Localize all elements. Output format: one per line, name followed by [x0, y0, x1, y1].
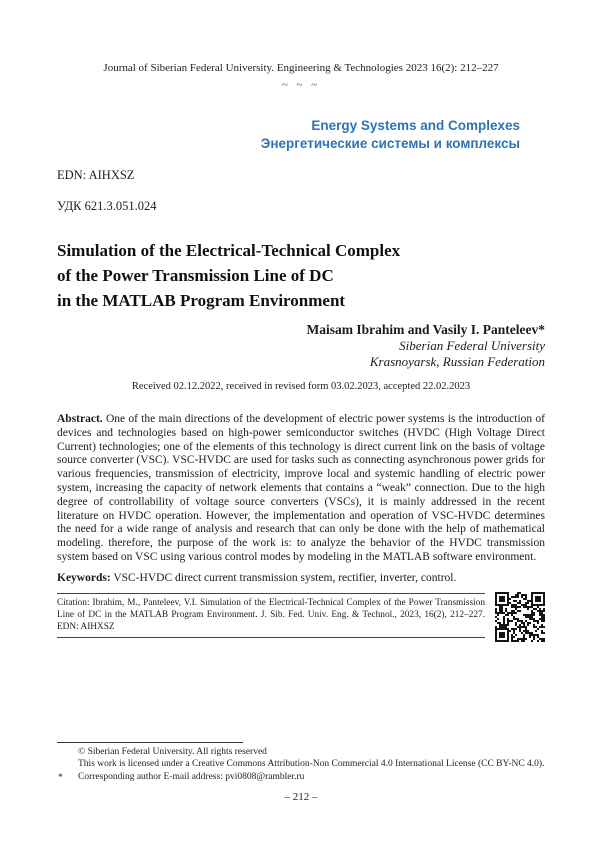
copyright-line: © Siberian Federal University. All rights reserved [78, 747, 267, 758]
authors-block [57, 321, 545, 370]
article-title-line-1: Simulation of the Electrical-Technical Complex [57, 241, 401, 260]
abstract-paragraph [57, 413, 545, 565]
section-titles [57, 117, 545, 152]
page-number: – 212 – [284, 791, 318, 803]
tilde-separator: ~ ~ ~ [281, 79, 321, 91]
qr-code [495, 592, 545, 642]
received-dates: Received 02.12.2022, received in revised form 03.02.2023, accepted 22.02.2023 [131, 381, 471, 392]
article-title-line-3: in the MATLAB Program Environment [57, 291, 346, 310]
blank-area [57, 642, 545, 742]
article-title [57, 238, 545, 313]
udk-code: УДК 621.3.051.024 [57, 199, 157, 213]
corresponding-author-line [57, 771, 545, 783]
authors-affiliation: Siberian Federal University [399, 338, 545, 353]
section-title-ru: Энергетические системы и комплексы [260, 135, 520, 151]
keywords-label: Keywords: [57, 571, 111, 584]
edn-code: EDN: AIHXSZ [57, 168, 135, 182]
corresponding-author-text: Corresponding author E-mail address: pvi0808@rambler.ru [78, 771, 305, 782]
license-line: This work is licensed under a Creative Commons Attribution-Non Commercial 4.0 International License (CC BY-NC 4.0). [78, 759, 545, 770]
keywords-text: VSC-HVDC direct current transmission system, rectifier, inverter, control. [113, 571, 457, 584]
footnote-rule [57, 742, 243, 743]
abstract-label: Abstract. [57, 413, 103, 425]
keywords-paragraph [57, 571, 545, 585]
authors-names: Maisam Ibrahim and Vasily I. Panteleev* [306, 322, 545, 337]
abstract-text: One of the main directions of the development of electric power systems is the introduction of devices and technologies based on high-power semiconductor switches (HVDC (High Voltage Direct Current) technologies; one of the elements of this technology is direct current link on the basis of voltage source converter (VSC). VSC-HVDC are used for tasks such as connecting asynchronous power grids for various frequencies, transmission of electricity, improve local and systemic handling of electric power system, increasing the capacity of network elements that contains a “weak” connection. Due to the high degree of controllability of voltage source converters (VSCs), it is mainly addressed in the recent literature on HVDC operation. However, the implementation and operation of VSC-HVDC determines the need for a wide range of analysis and research that can only be done with the help of mathematical modeling. therefore, the purpose of the work is: to analyze the behavior of the HVDC transmission system based on VSC using various control modes by modeling in the MATLAB software environment. [57, 413, 546, 563]
footer-block [57, 742, 545, 804]
section-title-en: Energy Systems and Complexes [311, 118, 520, 133]
journal-header: Journal of Siberian Federal University. Engineering & Technologies 2023 16(2): 212–227 [103, 62, 499, 74]
citation-text: Citation: Ibrahim, M., Panteleev, V.I. Simulation of the Electrical-Technical Complex of the Power Transmission Line of DC in the MATLAB Program Environment. J. Sib. Fed. Univ. Eng. & Technol., 2023, 16(2), 212–227. EDN: AIHXSZ [57, 593, 485, 638]
footnote-asterisk: * [58, 772, 63, 783]
citation-block [57, 593, 545, 642]
article-title-line-2: of the Power Transmission Line of DC [57, 266, 334, 285]
footnotes [57, 746, 545, 783]
authors-location: Krasnoyarsk, Russian Federation [369, 354, 545, 369]
